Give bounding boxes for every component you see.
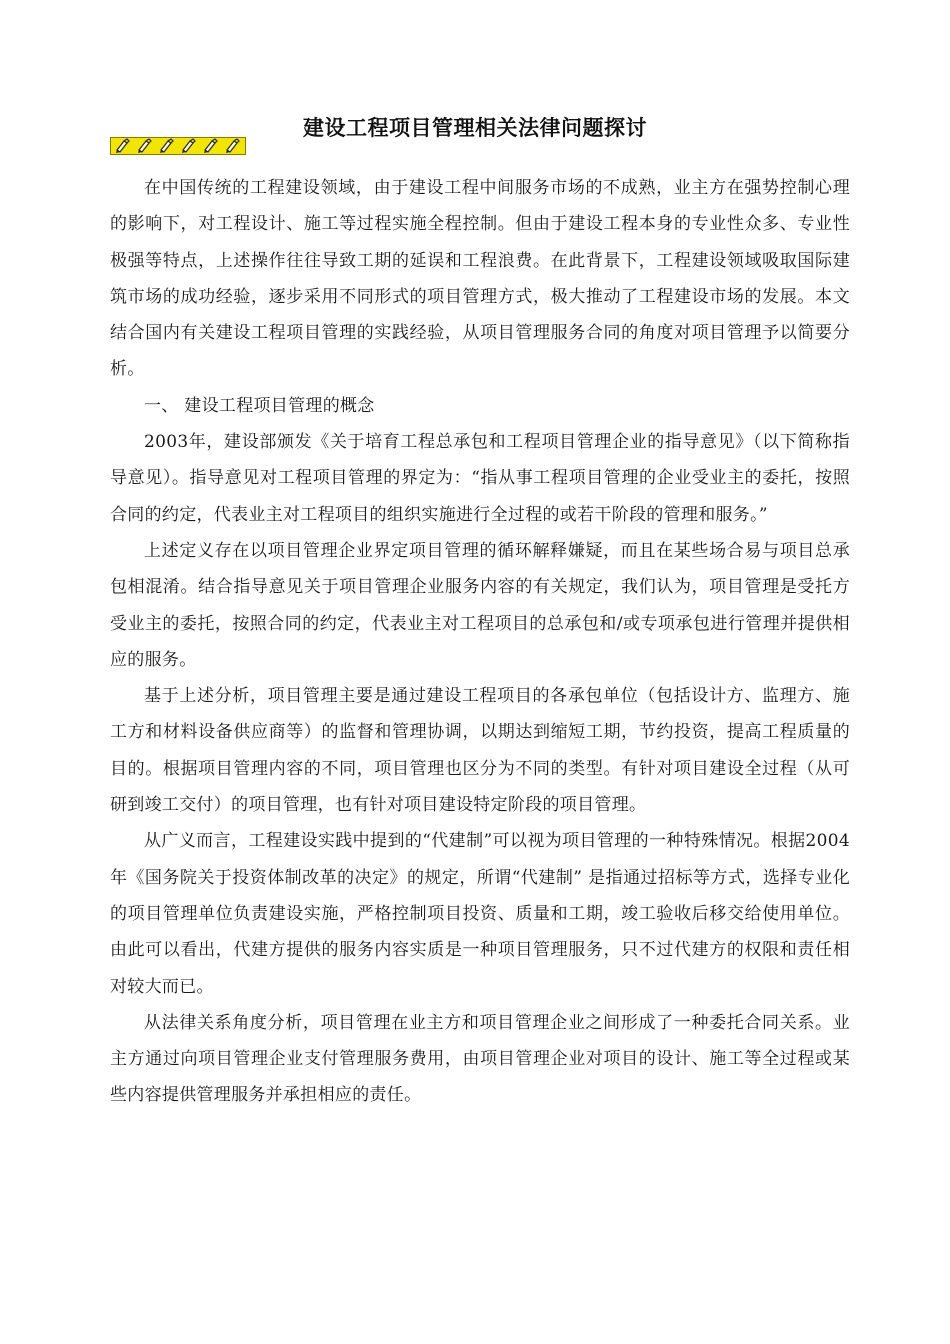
paragraph-scope: 基于上述分析，项目管理主要是通过建设工程项目的各承包单位（包括设计方、监理方、施工方和材料设备供应商等）的监督和管理协调，以期达到缩短工期，节约投资，提高工程质量的目的。根据项目管理内容的不同，项目管理也区分为不同的类型。有针对项目建设全过程（从可研到竣工交付）的项目管理，也有针对项目建设特定阶段的项目管理。 [110,686,850,816]
paragraph-analysis: 上述定义存在以项目管理企业界定项目管理的循环解释嫌疑，而且在某些场合易与项目总承包相混淆。结合指导意见关于项目管理企业服务内容的有关规定，我们认为，项目管理是受托方受业主的委托，按照合同的约定，代表业主对工程项目的总承包和/或专项承包进行管理并提供相应的服务。 [110,540,850,670]
decorative-icon-strip [110,137,246,155]
pen-icon [222,138,244,154]
document-title: 建设工程项目管理相关法律问题探讨 [303,116,647,140]
pen-icon [178,138,200,154]
paragraph-intro: 在中国传统的工程建设领域，由于建设工程中间服务市场的不成熟，业主方在强势控制心理的影响下，对工程设计、施工等过程实施全程控制。但由于建设工程本身的专业性众多、专业性极强等特点，上述操作往往导致工期的延误和工程浪费。在此背景下，工程建设领域吸取国际建筑市场的成功经验，逐步采用不同形式的项目管理方式，极大推动了工程建设市场的发展。本文结合国内有关建设工程项目管理的实践经验，从项目管理服务合同的角度对项目管理予以简要分析。 [110,178,850,380]
pen-icon [134,138,156,154]
paragraph-definition: 2003年，建设部颁发《关于培育工程总承包和工程项目管理企业的指导意见》（以下简称指导意见）。指导意见对工程项目管理的界定为：“指从事工程项目管理的企业受业主的委托，按照合同的约定，代表业主对工程项目的组织实施进行全过程的或若干阶段的管理和服务。” [110,432,850,525]
pen-icon [200,138,222,154]
pen-icon [156,138,178,154]
document-body [110,170,850,1114]
section-heading: 一、 建设工程项目管理的概念 [144,395,375,416]
pen-icon [112,138,134,154]
paragraph-legal-relation: 从法律关系角度分析，项目管理在业主方和项目管理企业之间形成了一种委托合同关系。业主方通过向项目管理企业支付管理服务费用，由项目管理企业对项目的设计、施工等全过程或某些内容提供管理服务并承担相应的责任。 [110,1012,850,1106]
paragraph-agent-construction: 从广义而言，工程建设实践中提到的“代建制”可以视为项目管理的一种特殊情况。根据2004年《国务院关于投资体制改革的决定》的规定，所谓“代建制” 是指通过招标等方式，选择专业化的项目管理单位负责建设实施，严格控制项目投资、质量和工期，竣工验收后移交给使用单位。 由此可以看出，代建方提供的服务内容实质是一种项目管理服务，只不过代建方的权限和责任相对较大而已。 [110,831,850,997]
